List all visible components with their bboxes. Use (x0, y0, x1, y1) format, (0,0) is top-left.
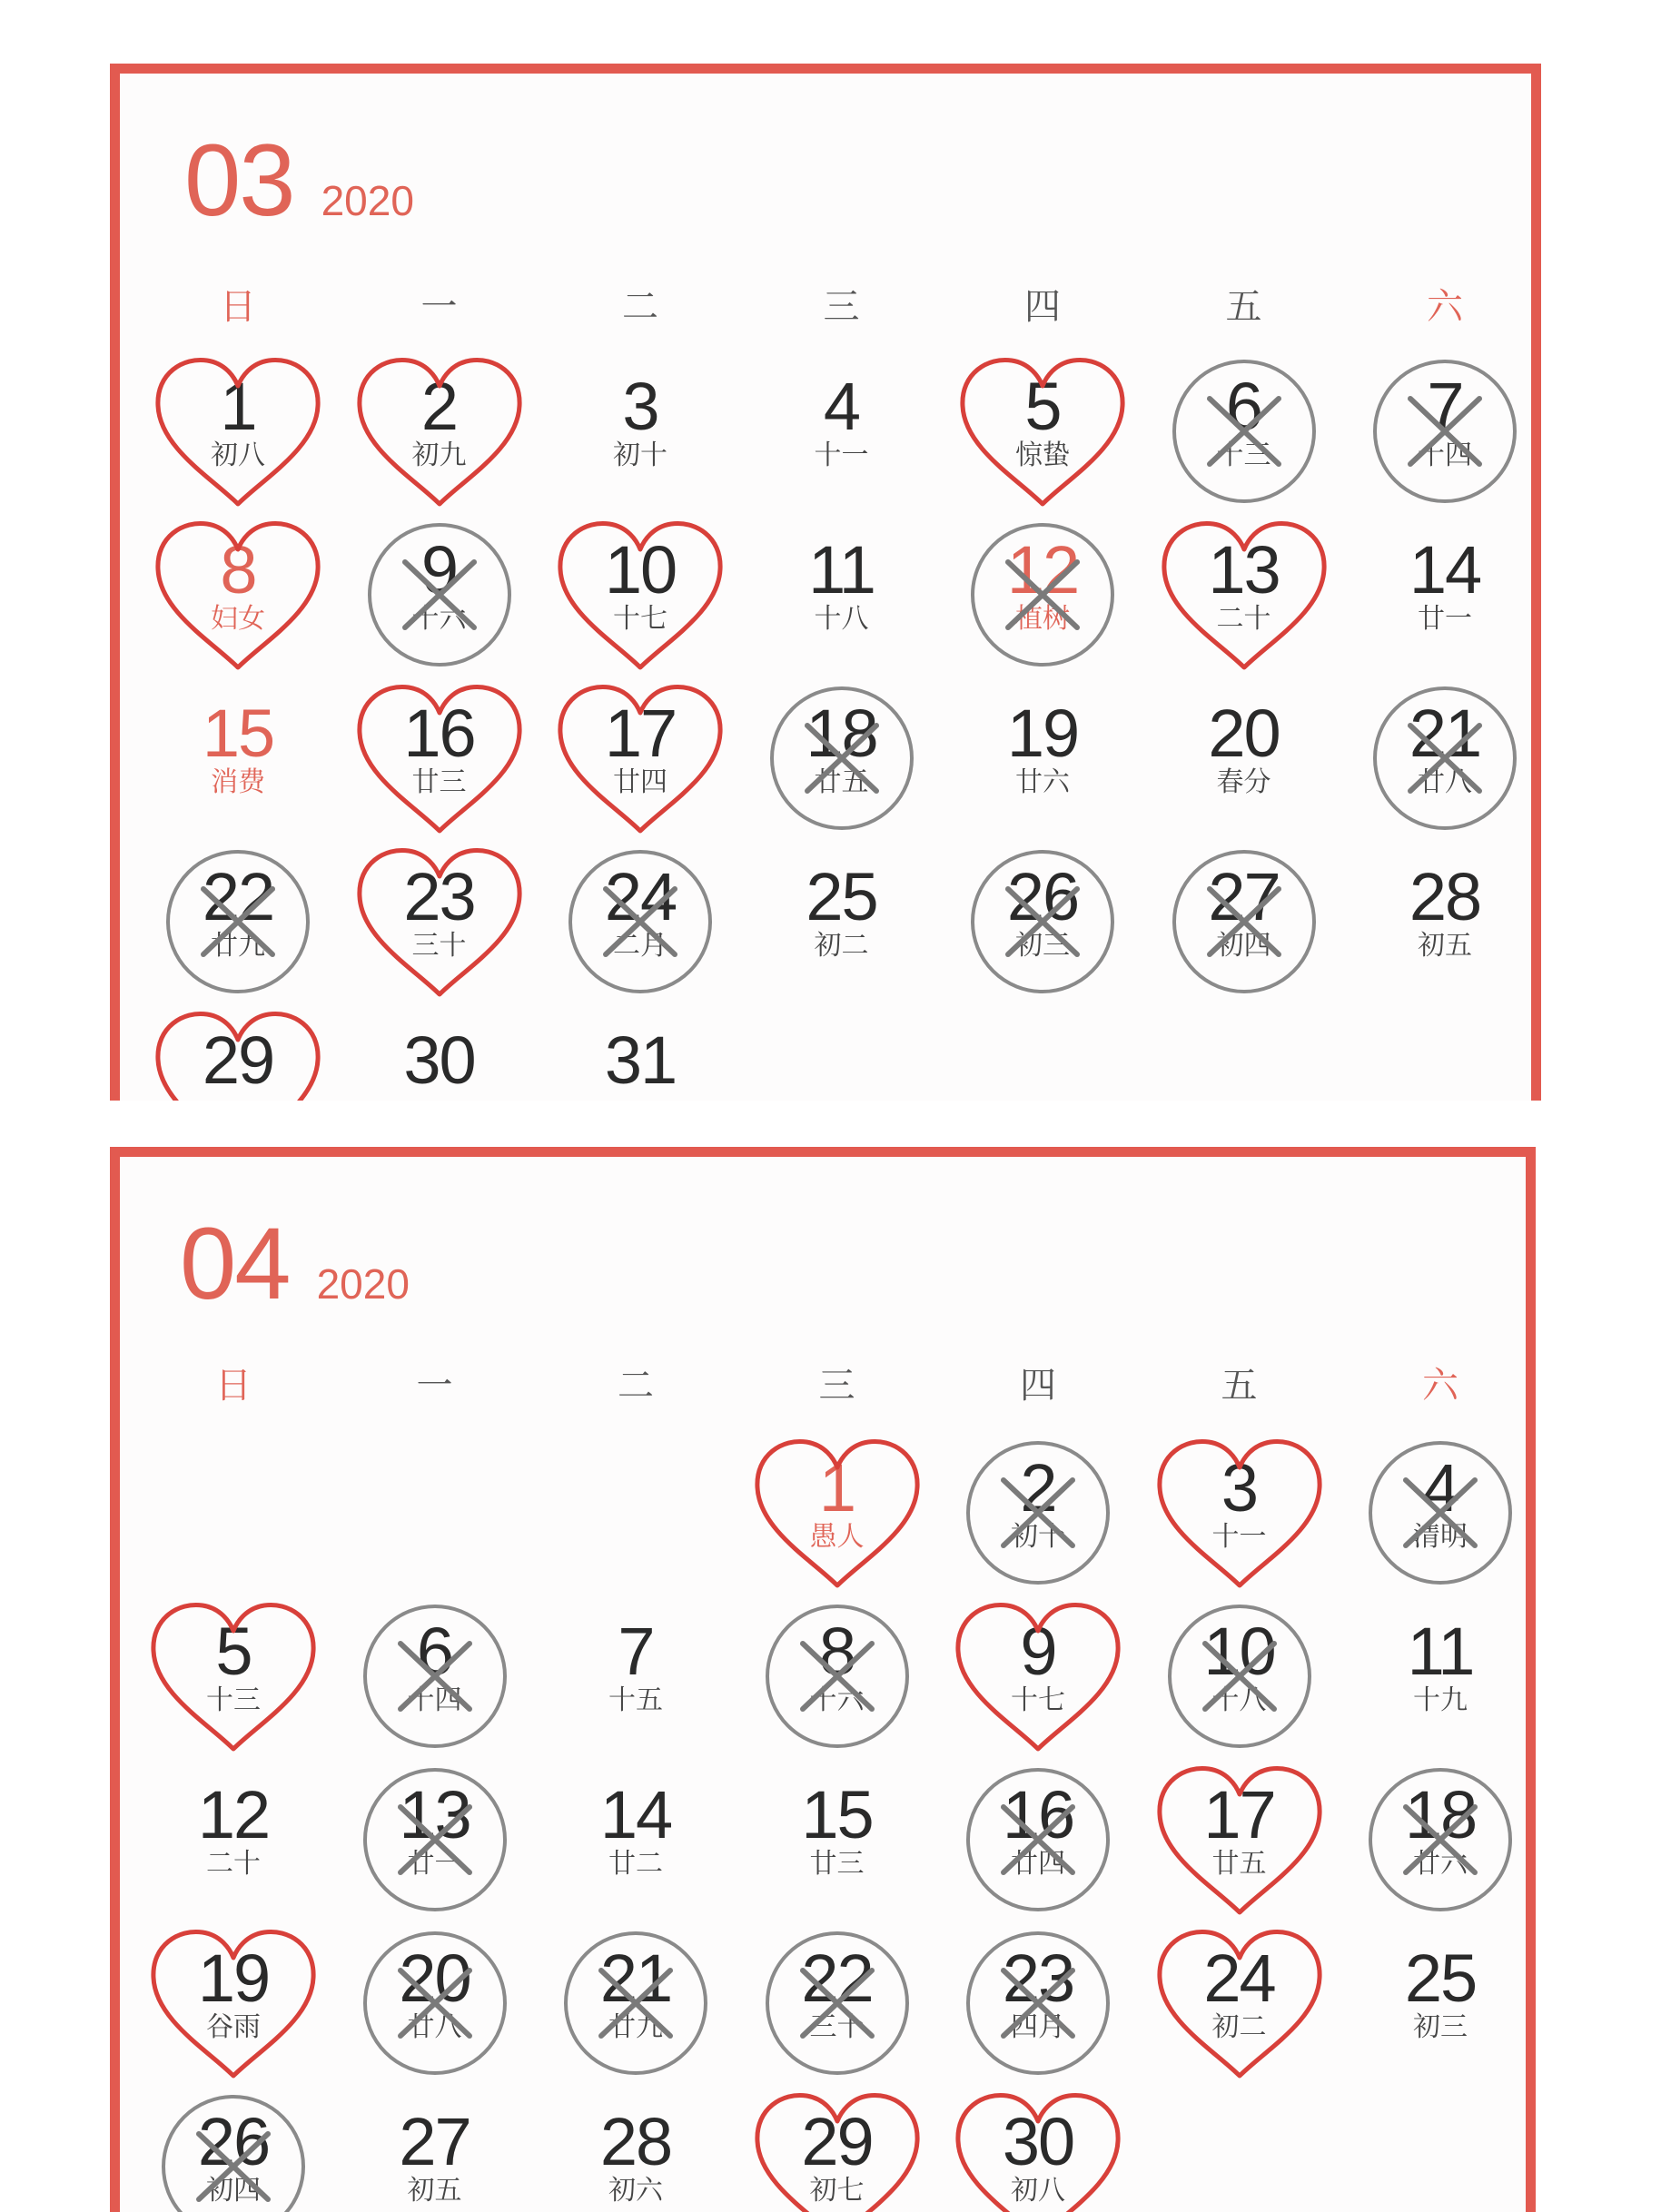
day-cell-22[interactable] (746, 1923, 928, 2087)
day-number: 28 (599, 2104, 672, 2179)
day-cell-5[interactable] (952, 351, 1133, 515)
lunar-label: 愚人 (809, 1522, 865, 1552)
weekday-label: 二 (618, 1366, 654, 1406)
calendar-body-april (120, 1157, 1526, 2212)
crossed-circle-icon (1354, 351, 1536, 515)
day-number: 24 (1203, 1940, 1275, 2016)
day-number: 19 (197, 1940, 270, 2016)
day-number: 8 (220, 532, 256, 607)
day-cell-27[interactable] (1153, 842, 1335, 1005)
day-cell-12[interactable] (143, 1760, 324, 1923)
day-cell-22[interactable] (147, 842, 329, 1005)
day-number: 29 (801, 2104, 873, 2179)
heart-icon (952, 351, 1133, 515)
lunar-label: 十九 (1413, 1685, 1468, 1715)
weekday-label: 三 (823, 287, 860, 327)
lunar-label: 廿五 (814, 767, 869, 797)
day-cell-6[interactable] (1153, 351, 1335, 515)
day-number: 26 (197, 2104, 270, 2179)
lunar-label: 三十 (411, 931, 467, 961)
lunar-label: 初五 (1418, 931, 1472, 961)
day-number: 30 (1002, 2104, 1074, 2179)
lunar-label: 廿一 (1418, 604, 1472, 634)
weekday-label: 六 (1422, 1366, 1458, 1406)
day-cell-16[interactable] (947, 1760, 1129, 1923)
day-number: 9 (1020, 1614, 1056, 1689)
lunar-label: 二十 (206, 1849, 261, 1879)
day-cell-3[interactable] (549, 351, 731, 515)
day-cell-11[interactable] (1350, 1596, 1531, 1760)
day-number: 29 (202, 1022, 274, 1098)
day-number: 12 (197, 1777, 270, 1852)
day-number: 25 (1404, 1940, 1477, 2016)
lunar-label: 廿四 (613, 767, 667, 797)
heart-icon (1149, 1760, 1330, 1923)
day-number: 14 (1409, 532, 1481, 607)
lunar-label: 谷雨 (206, 2012, 261, 2042)
day-number: 12 (1006, 532, 1079, 607)
day-number: 1 (818, 1450, 855, 1526)
crossed-circle-icon (947, 1433, 1129, 1596)
lunar-label: 妇女 (211, 604, 265, 634)
weekday-label: 五 (1221, 1366, 1258, 1406)
lunar-label: 植树 (1015, 604, 1070, 634)
day-cell-12[interactable] (952, 515, 1133, 678)
day-number: 7 (1427, 369, 1463, 444)
day-cell-21[interactable] (1354, 678, 1536, 842)
lunar-label: 十六 (809, 1685, 865, 1715)
lunar-label: 十四 (407, 1685, 462, 1715)
day-cell-31[interactable] (549, 1005, 731, 1101)
lunar-label: 消费 (211, 767, 265, 797)
crossed-circle-icon (947, 1760, 1129, 1923)
day-cell-8[interactable] (746, 1596, 928, 1760)
day-number: 17 (604, 696, 677, 771)
day-cell-25[interactable] (1350, 1923, 1531, 2087)
lunar-label: 初七 (809, 2176, 865, 2206)
heart-icon (349, 842, 530, 1005)
crossed-circle-icon (349, 515, 530, 678)
day-cell-13[interactable] (344, 1760, 526, 1923)
day-cell-14[interactable] (545, 1760, 727, 1923)
lunar-label: 清明 (1413, 1522, 1468, 1552)
day-cell-19[interactable] (143, 1923, 324, 2087)
day-number: 10 (1203, 1614, 1275, 1689)
day-cell-7[interactable] (1354, 351, 1536, 515)
day-cell-13[interactable] (1153, 515, 1335, 678)
heart-icon (746, 2087, 928, 2212)
month-header-march (184, 123, 414, 237)
heart-icon (549, 515, 731, 678)
day-number: 11 (1407, 1614, 1474, 1689)
day-number: 18 (1404, 1777, 1477, 1852)
day-number: 2 (1020, 1450, 1056, 1526)
day-number: 8 (818, 1614, 855, 1689)
crossed-circle-icon (1354, 678, 1536, 842)
lunar-label: 廿四 (1011, 1849, 1065, 1879)
day-cell-25[interactable] (751, 842, 933, 1005)
day-cell-4[interactable] (1350, 1433, 1531, 1596)
lunar-label: 十五 (608, 1685, 663, 1715)
day-number: 6 (416, 1614, 453, 1689)
day-number: 4 (1422, 1450, 1458, 1526)
day-number: 20 (1208, 696, 1280, 771)
day-cell-24[interactable] (1149, 1923, 1330, 2087)
crossed-circle-icon (549, 842, 731, 1005)
day-cell-29[interactable] (147, 1005, 329, 1101)
crossed-circle-icon (344, 1596, 526, 1760)
day-number: 28 (1409, 859, 1481, 934)
heart-icon (147, 351, 329, 515)
lunar-label: 十一 (1211, 1522, 1267, 1552)
crossed-circle-icon (746, 1923, 928, 2087)
day-number: 4 (823, 369, 860, 444)
day-cell-28[interactable] (1354, 842, 1536, 1005)
day-number: 23 (1002, 1940, 1074, 2016)
weekday-label: 四 (1020, 1366, 1056, 1406)
day-cell-9[interactable] (349, 515, 530, 678)
crossed-circle-icon (1350, 1760, 1531, 1923)
lunar-label: 初二 (814, 931, 869, 961)
crossed-circle-icon (1149, 1596, 1330, 1760)
lunar-label: 廿六 (1413, 1849, 1468, 1879)
lunar-label: 初三 (1413, 2012, 1468, 2042)
heart-icon (147, 1005, 329, 1101)
lunar-label: 廿五 (1211, 1849, 1267, 1879)
day-number: 31 (604, 1022, 677, 1098)
day-cell-4[interactable] (751, 351, 933, 515)
lunar-label: 廿八 (1418, 767, 1472, 797)
day-cell-20[interactable] (1153, 678, 1335, 842)
day-number: 19 (1006, 696, 1079, 771)
day-cell-15[interactable] (746, 1760, 928, 1923)
day-number: 22 (202, 859, 274, 934)
weekday-label: 二 (622, 287, 658, 327)
day-number: 14 (599, 1777, 672, 1852)
lunar-label: 十三 (206, 1685, 261, 1715)
day-number: 23 (403, 859, 475, 934)
lunar-label: 初四 (1216, 931, 1271, 961)
weekday-label: 六 (1427, 287, 1463, 327)
day-cell-14[interactable] (1354, 515, 1536, 678)
lunar-label: 惊蛰 (1015, 440, 1070, 470)
lunar-label: 四月 (1011, 2012, 1065, 2042)
day-number: 5 (215, 1614, 252, 1689)
crossed-circle-icon (1153, 351, 1335, 515)
month-header-april (180, 1207, 410, 1320)
crossed-circle-icon (751, 678, 933, 842)
month-number: 03 (184, 123, 294, 237)
day-number: 25 (806, 859, 877, 934)
lunar-label: 初六 (608, 2176, 663, 2206)
calendar-card-march (110, 64, 1541, 1101)
day-cell-29[interactable] (746, 2087, 928, 2212)
day-cell-2[interactable] (349, 351, 530, 515)
heart-icon (1153, 515, 1335, 678)
heart-icon (746, 1433, 928, 1596)
day-cell-20[interactable] (344, 1923, 526, 2087)
lunar-label: 廿三 (809, 1849, 865, 1879)
lunar-label: 十八 (1211, 1685, 1267, 1715)
lunar-label: 十四 (1418, 440, 1472, 470)
day-number: 18 (806, 696, 877, 771)
day-cell-16[interactable] (349, 678, 530, 842)
day-number: 24 (604, 859, 677, 934)
day-cell-10[interactable] (549, 515, 731, 678)
day-cell-5[interactable] (143, 1596, 324, 1760)
day-cell-23[interactable] (947, 1923, 1129, 2087)
day-number: 26 (1006, 859, 1079, 934)
day-number: 13 (399, 1777, 470, 1852)
day-number: 15 (801, 1777, 873, 1852)
year-label: 2020 (316, 1260, 410, 1308)
weekday-label: 一 (420, 287, 458, 327)
lunar-label: 初三 (1015, 931, 1070, 961)
day-number: 16 (403, 696, 475, 771)
day-cell-1[interactable] (746, 1433, 928, 1596)
day-number: 20 (399, 1940, 470, 2016)
day-number: 22 (801, 1940, 873, 2016)
lunar-label: 十三 (1216, 440, 1271, 470)
lunar-label: 春分 (1216, 767, 1271, 797)
weekday-label: 四 (1024, 287, 1061, 327)
day-cell-7[interactable] (545, 1596, 727, 1760)
crossed-circle-icon (147, 842, 329, 1005)
weekday-label: 三 (818, 1366, 855, 1406)
day-number: 9 (420, 532, 458, 607)
heart-icon (349, 351, 530, 515)
calendar-body-march (120, 74, 1531, 1101)
lunar-label: 十一 (814, 440, 869, 470)
day-cell-26[interactable] (952, 842, 1133, 1005)
lunar-label: 廿八 (407, 2012, 462, 2042)
day-cell-11[interactable] (751, 515, 933, 678)
weekday-label: 一 (416, 1366, 453, 1406)
lunar-label: 初五 (407, 2176, 462, 2206)
day-cell-6[interactable] (344, 1596, 526, 1760)
day-cell-18[interactable] (751, 678, 933, 842)
day-number: 21 (1409, 696, 1481, 771)
day-cell-17[interactable] (1149, 1760, 1330, 1923)
lunar-label: 十六 (411, 604, 467, 634)
lunar-label: 初二 (1211, 2012, 1267, 2042)
day-cell-10[interactable] (1149, 1596, 1330, 1760)
day-number: 13 (1208, 532, 1280, 607)
day-cell-27[interactable] (344, 2087, 526, 2212)
day-number: 17 (1203, 1777, 1275, 1852)
day-cell-24[interactable] (549, 842, 731, 1005)
day-cell-17[interactable] (549, 678, 731, 842)
heart-icon (1149, 1923, 1330, 2087)
lunar-label: 十七 (613, 604, 667, 634)
heart-icon (349, 678, 530, 842)
crossed-circle-icon (344, 1760, 526, 1923)
day-number: 11 (808, 532, 875, 607)
day-cell-26[interactable] (143, 2087, 324, 2212)
crossed-circle-icon (746, 1596, 928, 1760)
day-cell-3[interactable] (1149, 1433, 1330, 1596)
lunar-label: 三十 (809, 2012, 865, 2042)
day-cell-15[interactable] (147, 678, 329, 842)
calendar-card-april (110, 1147, 1536, 2212)
day-cell-19[interactable] (952, 678, 1133, 842)
crossed-circle-icon (1350, 1433, 1531, 1596)
lunar-label: 二十 (1216, 604, 1271, 634)
heart-icon (147, 515, 329, 678)
day-cell-30[interactable] (349, 1005, 530, 1101)
weekday-label: 五 (1225, 287, 1262, 327)
heart-icon (1149, 1433, 1330, 1596)
day-number: 21 (599, 1940, 672, 2016)
lunar-label: 廿三 (411, 767, 467, 797)
day-number: 15 (202, 696, 274, 771)
day-cell-9[interactable] (947, 1596, 1129, 1760)
day-cell-8[interactable] (147, 515, 329, 678)
heart-icon (947, 2087, 1129, 2212)
crossed-circle-icon (143, 2087, 324, 2212)
lunar-label: 廿九 (211, 931, 265, 961)
heart-icon (947, 1596, 1129, 1760)
lunar-label: 初十 (613, 440, 667, 470)
heart-icon (143, 1596, 324, 1760)
lunar-label: 廿六 (1015, 767, 1070, 797)
day-number: 10 (604, 532, 677, 607)
day-number: 3 (622, 369, 658, 444)
day-cell-1[interactable] (147, 351, 329, 515)
weekday-label: 日 (220, 287, 256, 327)
heart-icon (549, 678, 731, 842)
month-number: 04 (180, 1207, 290, 1320)
day-number: 16 (1002, 1777, 1074, 1852)
lunar-label: 初四 (206, 2176, 261, 2206)
weekday-label: 日 (215, 1366, 252, 1406)
day-number: 1 (220, 369, 256, 444)
lunar-label: 初九 (411, 440, 467, 470)
crossed-circle-icon (947, 1923, 1129, 2087)
day-number: 27 (399, 2104, 470, 2179)
day-number: 7 (618, 1614, 654, 1689)
day-number: 2 (420, 369, 458, 444)
crossed-circle-icon (1153, 842, 1335, 1005)
crossed-circle-icon (545, 1923, 727, 2087)
crossed-circle-icon (952, 515, 1133, 678)
lunar-label: 廿一 (407, 1849, 462, 1879)
day-cell-18[interactable] (1350, 1760, 1531, 1923)
day-cell-28[interactable] (545, 2087, 727, 2212)
day-number: 30 (403, 1022, 475, 1098)
lunar-label: 初十 (1011, 1522, 1065, 1552)
lunar-label: 廿二 (608, 1849, 663, 1879)
lunar-label: 初八 (211, 440, 265, 470)
crossed-circle-icon (344, 1923, 526, 2087)
day-number: 6 (1225, 369, 1262, 444)
day-cell-23[interactable] (349, 842, 530, 1005)
day-cell-21[interactable] (545, 1923, 727, 2087)
day-number: 3 (1221, 1450, 1258, 1526)
lunar-label: 十八 (814, 604, 869, 634)
lunar-label: 十七 (1011, 1685, 1065, 1715)
crossed-circle-icon (952, 842, 1133, 1005)
day-number: 27 (1208, 859, 1280, 934)
lunar-label: 初八 (1011, 2176, 1065, 2206)
day-cell-30[interactable] (947, 2087, 1129, 2212)
heart-icon (143, 1923, 324, 2087)
lunar-label: 二月 (613, 931, 667, 961)
day-number: 5 (1024, 369, 1061, 444)
year-label: 2020 (321, 177, 414, 224)
day-cell-2[interactable] (947, 1433, 1129, 1596)
lunar-label: 廿九 (608, 2012, 663, 2042)
